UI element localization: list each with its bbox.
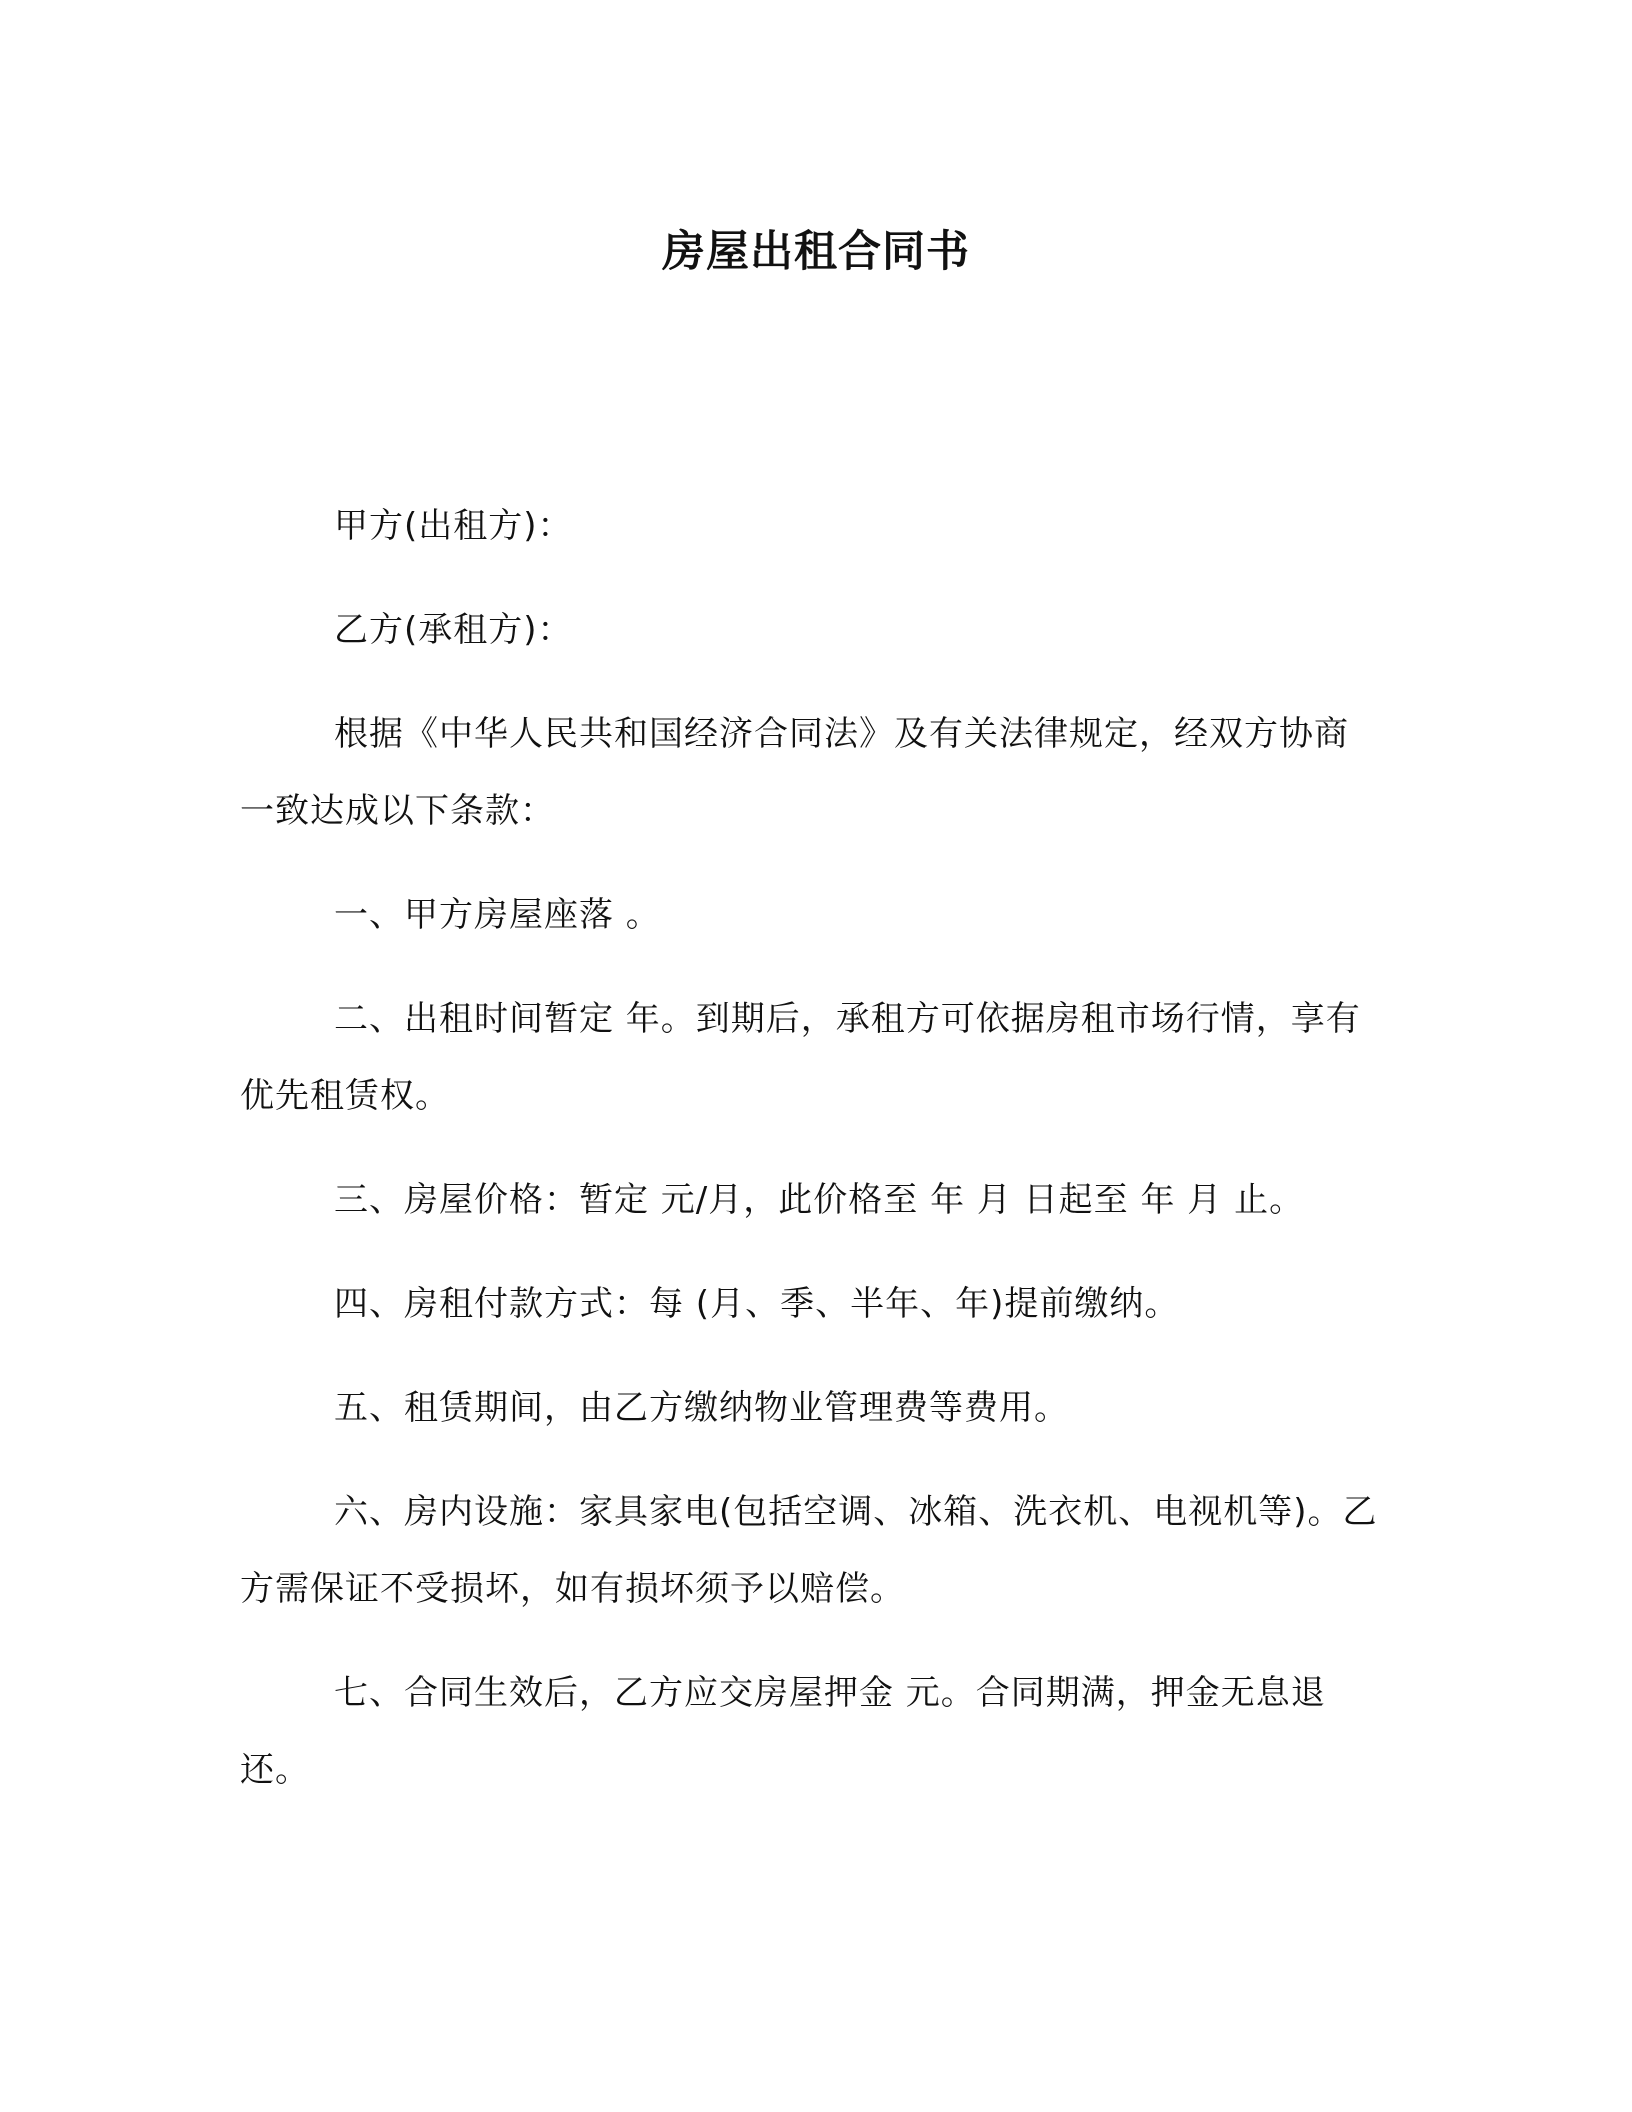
preamble-paragraph: 根据《中华人民共和国经济合同法》及有关法律规定，经双方协商一致达成以下条款： [240,714,1349,831]
clause-4: 四、房租付款方式：每 (月、季、半年、年)提前缴纳。 [334,1284,1180,1324]
clause-5: 五、租赁期间，由乙方缴纳物业管理费等费用。 [334,1388,1069,1428]
document-body [240,488,1380,1836]
clause-6: 六、房内设施：家具家电(包括空调、冰箱、洗衣机、电视机等)。乙方需保证不受损坏，如有损坏须予以赔偿。 [240,1492,1378,1609]
party-b-line: 乙方(承租方)： [334,610,573,650]
clause-2: 二、出租时间暂定 年。到期后，承租方可依据房租市场行情，享有优先租赁权。 [240,999,1361,1116]
clause-7: 七、合同生效后，乙方应交房屋押金 元。合同期满，押金无息退还。 [240,1673,1326,1790]
clause-3: 三、房屋价格：暂定 元/月，此价格至 年 月 日起至 年 月 止。 [334,1180,1305,1220]
party-a-line: 甲方(出租方)： [334,506,573,546]
document-title: 房屋出租合同书 [662,227,970,277]
clause-1: 一、甲方房屋座落 。 [334,895,661,935]
